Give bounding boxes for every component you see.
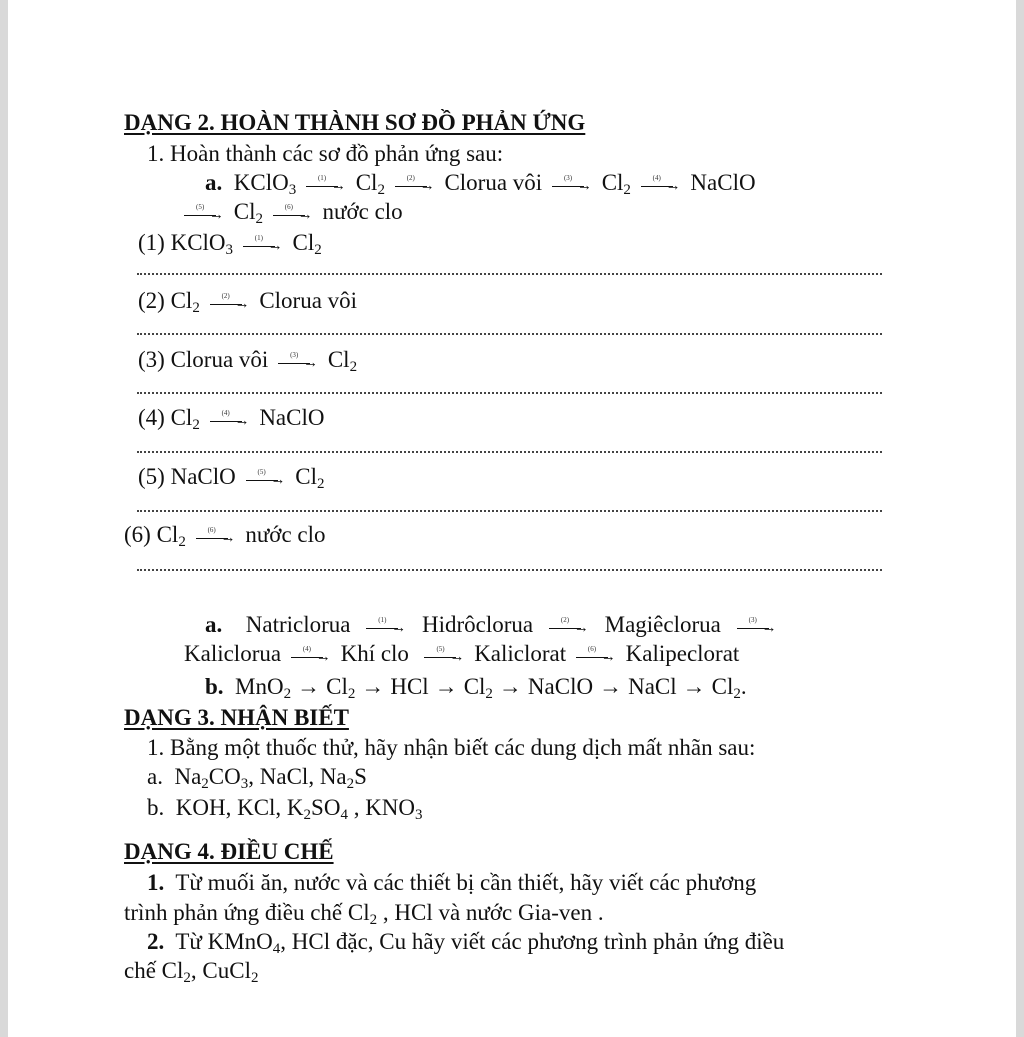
arrow-2: → (2) (549, 620, 589, 634)
arrow-3: → (3) (737, 620, 777, 634)
arrow-6: → (6) (576, 649, 616, 663)
answer-line (137, 273, 882, 277)
question-1: 1. Hoàn thành các sơ đồ phản ứng sau: (147, 141, 504, 166)
arrow-4: → (4) (641, 178, 681, 192)
section4-q1-line2: trình phản ứng điều chế $Cl_2$ , HCl và nước Gia-ven . (124, 900, 604, 928)
chain-b-line2: Kaliclorua → (4) Khí clo → (5) Kaliclorat → (6) Kalipeclorat (184, 641, 740, 666)
chain-b-line1: a. Natriclorua → (1) Hidrôclorua → (2) Magiêclorua → (3) (205, 612, 777, 637)
arrow-2: → (2) (395, 178, 435, 192)
arrow-5: → (5) (246, 472, 286, 486)
step-4: (4) $Cl_2$ → (4) NaClO (138, 405, 325, 433)
answer-line (137, 333, 882, 337)
step-3: (3) Clorua vôi → (3) $Cl_2$ (138, 347, 358, 375)
section3-question: 1. Bằng một thuốc thử, hãy nhận biết các dung dịch mất nhãn sau: (147, 735, 756, 760)
arrow-6: → (6) (273, 207, 313, 221)
answer-line (137, 451, 882, 455)
arrow-3: → (3) (552, 178, 592, 192)
arrow-5: → (5) (184, 207, 224, 221)
step-6: (6) $Cl_2$ → (6) nước clo (124, 522, 326, 550)
step-5: (5) NaClO → (5) $Cl_2$ (138, 464, 325, 492)
section4-q2-line1: 2. Từ KMnO$_4$, HCl đặc, Cu hãy viết các phương trình phản ứng điều (147, 929, 785, 957)
chain-a-line2: → (5) $Cl_2$ → (6) nước clo (184, 200, 403, 223)
arrow-5: → (5) (424, 649, 464, 663)
step-2: (2) $Cl_2$ → (2) Clorua vôi (138, 288, 358, 316)
arrow-6: → (6) (196, 530, 236, 544)
section3-heading: DẠNG 3. NHẬN BIẾT (124, 705, 349, 730)
section4-heading: DẠNG 4. ĐIỀU CHẾ (124, 839, 334, 864)
answer-line (137, 392, 882, 396)
answer-line (137, 569, 882, 573)
answer-line (137, 510, 882, 514)
arrow-4: → (4) (210, 413, 250, 427)
item-label: a. (205, 170, 223, 195)
arrow-1: → (1) (366, 620, 406, 634)
section2-heading: DẠNG 2. HOÀN THÀNH SƠ ĐỒ PHẢN ỨNG (124, 110, 586, 135)
section3-item-b: b. KOH, KCl, $K_2SO_4$ , $KNO_3$ (147, 795, 423, 823)
arrow-4: → (4) (291, 649, 331, 663)
chain-a-line1: a. KClO$_3$ → (1) $Cl_2$ → (2) Clorua vôi → (3) $Cl_2$ → (4) NaClO (205, 170, 756, 198)
chain-c: b. $MnO_2 \to Cl_2$ → HCl → $Cl_2$ → NaClO → NaCl → $Cl_2$. (205, 674, 747, 702)
section4-q1-line1: 1. Từ muối ăn, nước và các thiết bị cần thiết, hãy viết các phương (147, 870, 757, 895)
arrow-1: → (1) (243, 238, 283, 252)
section3-item-a: a. $Na_2CO_3$, NaCl, $Na_2S$ (147, 764, 367, 792)
section4-q2-line2: chế $Cl_2$, CuCl$_2$ (124, 958, 259, 986)
arrow-3: → (3) (278, 355, 318, 369)
step-1: (1) KClO$_3$ → (1) $Cl_2$ (138, 230, 322, 258)
arrow-2: → (2) (210, 296, 250, 310)
arrow-1: → (1) (306, 178, 346, 192)
